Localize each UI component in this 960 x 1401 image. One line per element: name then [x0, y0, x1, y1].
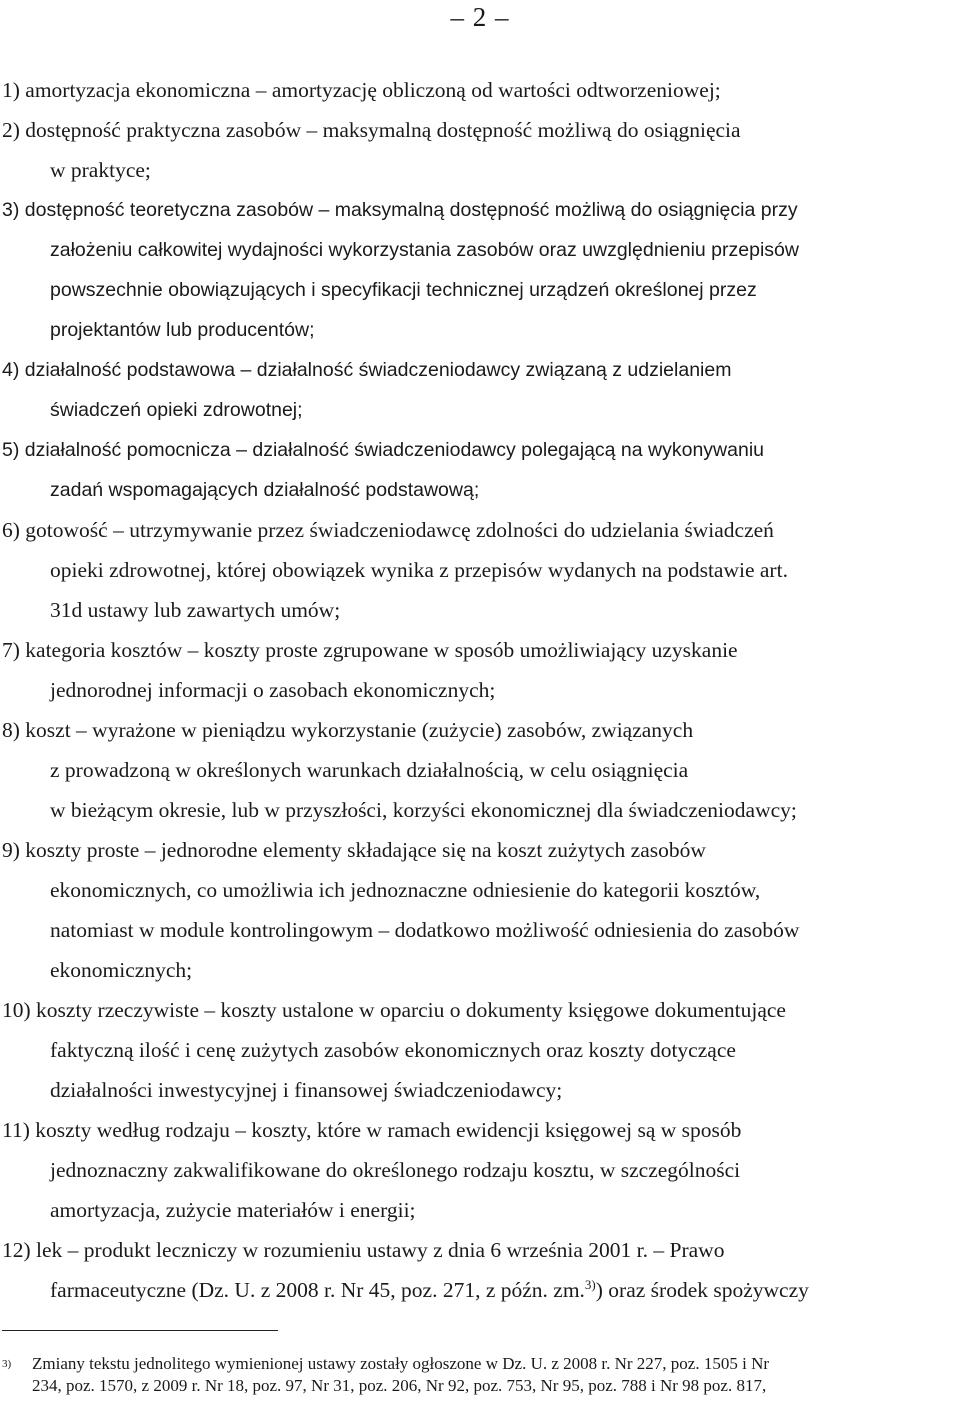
definition-3-continuation: założeniu całkowitej wydajności wykorzystania zasobów oraz uwzględnieniu przepisów: [50, 239, 799, 261]
definition-10: 10) koszty rzeczywiste – koszty ustalone w oparciu o dokumenty księgowe dokumentujące: [2, 998, 786, 1022]
definition-2: 2) dostępność praktyczna zasobów – maksymalną dostępność możliwą do osiągnięcia: [2, 118, 741, 142]
definition-3-continuation: powszechnie obowiązujących i specyfikacji technicznej urządzeń określonej przez: [50, 279, 757, 301]
definition-10-continuation: działalności inwestycyjnej i finansowej świadczeniodawcy;: [50, 1078, 563, 1102]
definition-4: 4) działalność podstawowa – działalność świadczeniodawcy związaną z udzielaniem: [2, 359, 732, 381]
definition-8-continuation: z prowadzoną w określonych warunkach działalnością, w celu osiągnięcia: [50, 758, 689, 782]
footnote-reference: 3): [584, 1276, 596, 1292]
definition-10-continuation: faktyczną ilość i cenę zużytych zasobów ekonomicznych oraz koszty dotyczące: [50, 1038, 736, 1062]
definition-9-continuation: ekonomicznych;: [50, 958, 193, 982]
footnote-text-line-1: Zmiany tekstu jednolitego wymienionej ustawy zostały ogłoszone w Dz. U. z 2008 r. Nr 227, poz. 1505 i Nr: [32, 1354, 770, 1373]
definition-6-continuation: opieki zdrowotnej, której obowiązek wynika z przepisów wydanych na podstawie art.: [50, 558, 788, 582]
definition-12-text-b: ) oraz środek spożywczy: [595, 1278, 809, 1302]
footnote-marker: 3): [2, 1358, 12, 1370]
definition-11-continuation: amortyzacja, zużycie materiałów i energii;: [50, 1198, 416, 1222]
definition-9: 9) koszty proste – jednorodne elementy składające się na koszt zużytych zasobów: [2, 838, 706, 862]
definition-3-continuation: projektantów lub producentów;: [50, 319, 315, 341]
footnote-text-line-2: 234, poz. 1570, z 2009 r. Nr 18, poz. 97, Nr 31, poz. 206, Nr 92, poz. 753, Nr 95, poz. 788 i Nr 98 poz. 817,: [32, 1376, 767, 1395]
definition-12: 12) lek – produkt leczniczy w rozumieniu ustawy z dnia 6 września 2001 r. – Prawo: [2, 1238, 725, 1262]
definition-11: 11) koszty według rodzaju – koszty, które w ramach ewidencji księgowej są w sposób: [2, 1118, 742, 1142]
definition-3: 3) dostępność teoretyczna zasobów – maksymalną dostępność możliwą do osiągnięcia przy: [2, 199, 798, 221]
definitions-list: [2, 70, 882, 1310]
definition-6-continuation: 31d ustawy lub zawartych umów;: [50, 598, 341, 622]
definition-1: 1) amortyzacja ekonomiczna – amortyzację obliczoną od wartości odtworzeniowej;: [2, 78, 721, 102]
footnote-line: [2, 1353, 902, 1375]
definition-9-continuation: natomiast w module kontrolingowym – dodatkowo możliwość odniesienia do zasobów: [50, 918, 800, 942]
definition-8: 8) koszt – wyrażone w pieniądzu wykorzystanie (zużycie) zasobów, związanych: [2, 718, 694, 742]
footnote: [2, 1353, 902, 1397]
page-number: – 2 –: [450, 2, 510, 32]
definition-5-continuation: zadań wspomagających działalność podstawową;: [50, 479, 480, 501]
definition-12-text-a: farmaceutyczne (Dz. U. z 2008 r. Nr 45, poz. 271, z późn. zm.: [50, 1278, 585, 1302]
definition-4-continuation: świadczeń opieki zdrowotnej;: [50, 399, 303, 421]
definition-8-continuation: w bieżącym okresie, lub w przyszłości, korzyści ekonomicznej dla świadczeniodawcy;: [50, 798, 797, 822]
definition-9-continuation: ekonomicznych, co umożliwia ich jednoznaczne odniesienie do kategorii kosztów,: [50, 878, 761, 902]
definition-2-continuation: w praktyce;: [50, 158, 151, 182]
definition-5: 5) działalność pomocnicza – działalność świadczeniodawcy polegającą na wykonywaniu: [2, 439, 765, 461]
definition-7-continuation: jednorodnej informacji o zasobach ekonomicznych;: [50, 678, 496, 702]
definition-6: 6) gotowość – utrzymywanie przez świadczeniodawcę zdolności do udzielania świadczeń: [2, 518, 774, 542]
definition-7: 7) kategoria kosztów – koszty proste zgrupowane w sposób umożliwiający uzyskanie: [2, 638, 738, 662]
definition-12-continuation: [2, 1270, 882, 1310]
definition-11-continuation: jednoznaczny zakwalifikowane do określonego rodzaju kosztu, w szczególności: [50, 1158, 741, 1182]
footnote-separator: [2, 1330, 278, 1331]
